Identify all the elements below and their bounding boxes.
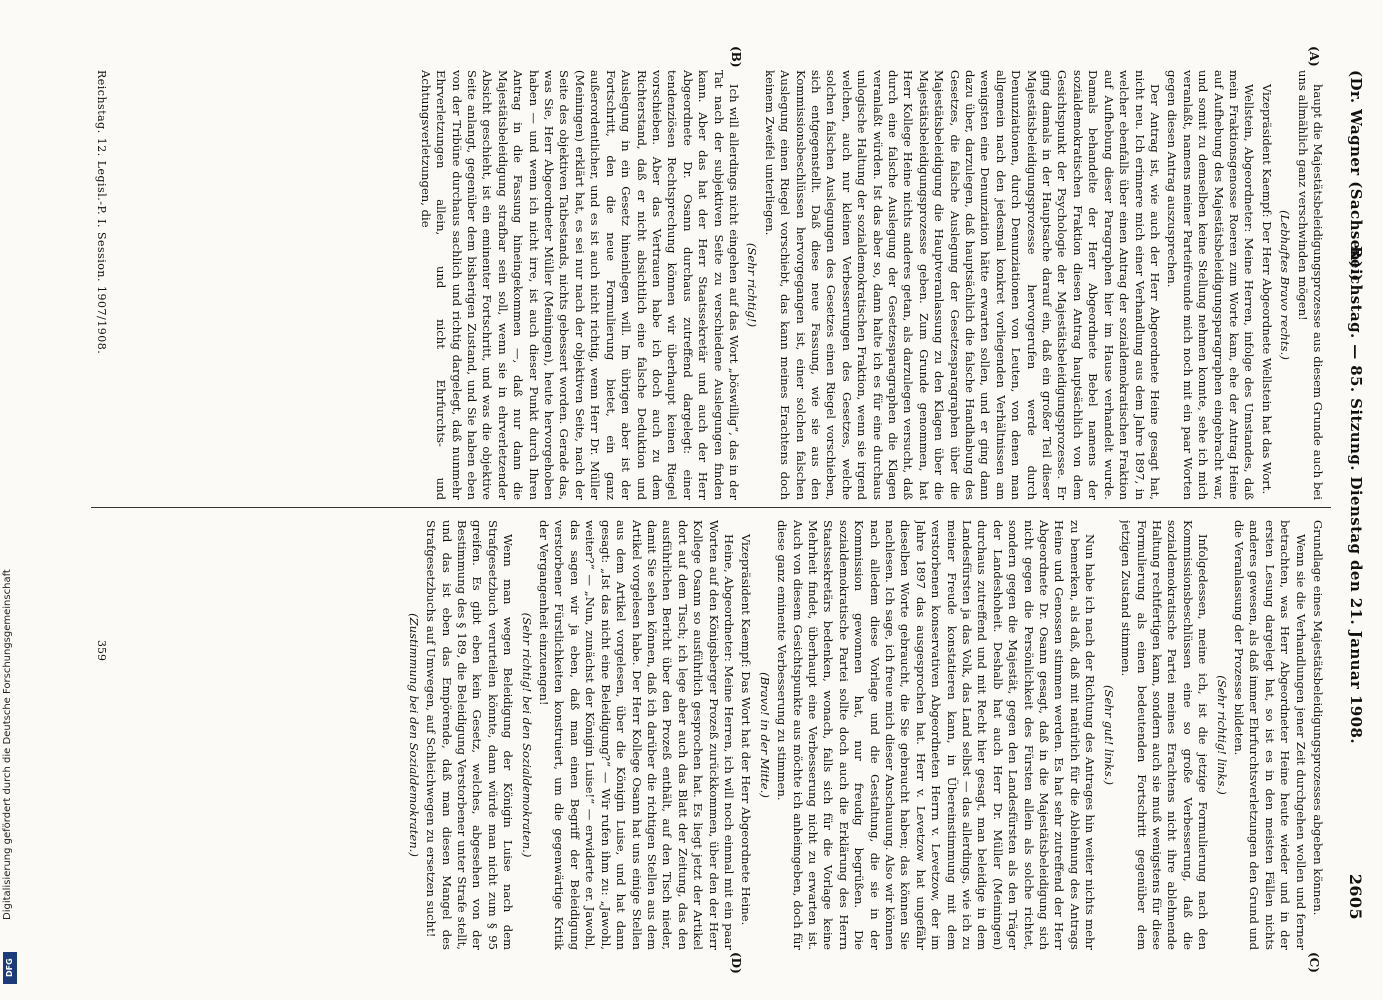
paragraph: Vizepräsident Kaempf: Der Herr Abgeordnete Wellstein hat das Wort.: [1259, 84, 1274, 495]
page-header: [1339, 70, 1365, 920]
digitization-credit: Digitalisierung gefördert durch die Deutsche Forschungsgemeinschaft: [2, 569, 13, 920]
paragraph: Nun habe ich nach der Richtung des Antrages hin weiter nichts mehr zu bemerken, als daß, daß mit natürlich für die Ablehnung des Antrags Heine und Genossen stimmen werden. Es hat sehr zutreffend der Herr Abgeordnete Dr. Osann gesagt, daß in die Majestätsbeleidigung sich nicht gegen die Persönlichkeit des Fürsten allein als solche richtet, sondern gegen die Majestät, gegen den Landesfürsten als den Träger der Landeshoheit. Deshalb hat auch Herr Dr. Müller (Meiningen) durchaus zutreffend und mit Recht hier gesagt, man beleidige in dem Landesfürsten ja das Volk, das Land selbst — das allerdings, wie ich zu meiner Freude konstatieren kann, in Übereinstimmung mit dem verstorbenen konservativen Abgeordneten Herrn v. Levetzow, der im Jahre 1897 das ausgesprochen hat. Herr v. Levetzow hat ungefähr dieselben Worte gebraucht, die Sie gebraucht haben; das können Sie nachlesen. Ich sage, ich freue mich dieser Anschauung. Also wir können nach alledem diese Vorlage und die Gestaltung, die sie in der Kommission gewonnen hat, nur freudig begrüßen. Die sozialdemokratische Partei sollte doch auch die Erklärung des Herrn Staatssekretärs bedenken, wonach, falls sich für die Vorlage keine Mehrheit findet, überhaupt eine Verbesserung nicht zu erwarten ist. Auch von diesem Gesichtspunkte aus möchte ich anheimgeben, doch für diese ganz eminente Verbesserung zu stimmen.: [775, 520, 1098, 950]
margin-mark-c: (C): [1307, 952, 1321, 973]
paragraph: Grundlage eines Majestätsbeleidigungsprozesses abgeben können.: [1311, 520, 1325, 916]
interjection: (Sehr richtig! bei den Sozialdemokraten.): [519, 612, 534, 858]
margin-mark-b: (B): [729, 46, 743, 68]
interjection: (Zustimmung bei den Sozialdemokraten.): [406, 613, 421, 857]
imprint-footer: Reichstag. 12. Legisl.-P. I. Session. 1907/1908.: [95, 70, 108, 355]
interjection: (Sehr richtig! links.): [1214, 675, 1229, 795]
paragraph: Der Antrag ist, wie auch der Herr Abgeordnete Heine gesagt hat, nicht neu. Ich erinnere mich einer Verhandlung aus dem Jahre 1897, in welcher ebenfalls über einen Antrag der sozialdemokratischen Fraktion auf Aufhebung dieser Paragraphen hier im Hause verhandelt wurde. Damals behandelte der Herr Abgeordnete Bebel namens der sozialdemokratischen Fraktion diesen Antrag hauptsächlich von dem Gesichtspunkt der Psychologie der Majestätsbeleidigungsprozesse. Er ging damals in der Hauptsache darauf ein, daß ein großer Teil dieser Majestätsbeleidigungsprozesse hervorgerufen werde durch Denunziationen, durch Denunziationen von Leuten, von denen man allgemein nach den jedesmal konkret vorliegenden Verhältnissen am wenigsten eine Denunziation hätte erwarten sollen, und er ging dann dazu über, darzulegen, daß hauptsächlich die falsche Handhabung des Gesetzes, die falsche Auslegung der Gesetzesparagraphen über die Majestätsbeleidigung die Hauptveranlassung zu den Klagen über die Majestätsbeleidigungsprozesse geben. Zum Grunde genommen, hat Herr Kollege Heine nichts anderes getan, als darzulegen versucht, daß durch eine falsche Auslegung der Gesetzesparagraphen die Klagen veranlaßt würden. Ist das aber so, dann halte ich es für eine durchaus unlogische Haltung der sozialdemokratischen Fraktion, wenn sie irgend welchen, auch nur kleinen Verbesserungen des Gesetzes, welche solchen falschen Auslegungen des Gesetzes einen Riegel vorschieben, sich entgegenstellt. Daß diese neue Fassung, wie sie aus den Kommissionsbeschlüssen hervorgegangen ist, einer solchen falschen Auslegung einen Riegel vorschiebt, das kann meines Erachtens doch keinem Zweifel unterliegen.: [762, 70, 1162, 500]
paragraph: Heine, Abgeordneter: Meine Herren, ich will noch einmal mit ein paar Worten auf den Königsberger Prozeß zurückkommen, über den der Herr Kollege Osann so ausführlich gesprochen hat. Es liegt jetzt der Artikel dort auf dem Tisch; ich lege aber auch das Blatt der Zeitung, das den ausführlichen Bericht über den Prozeß enthält, auf den Tisch nieder, damit Sie sehen können, daß ich darüber die richtigen Stellen aus dem Artikel vorgelesen habe. Der Herr Kollege Osann hat uns einige Stellen aus dem Artikel vorgelesen, über die Königin Luise, und hat dann gesagt: „Ist das nicht eine Beleidigung?“ — Wir rufen ihm zu: „Jawohl, weiter?“ — „Nun, zunächst der Königin Luise!“ — erwiderte er. Jawohl, das sagen wir ja eben, daß man einen Begriff der Beleidigung verstorbener Fürstlichkeiten konstruiert, um die gegenwärtige Kritik der Vergangenheit einzuengen!: [537, 520, 736, 950]
left-text-column: [125, 70, 1325, 500]
sheet-number: 359: [95, 640, 108, 661]
right-text-column: [125, 520, 1325, 950]
dfg-logo-box: [2, 940, 18, 996]
paragraph: Ich will allerdings nicht eingehen auf das Wort „böswillig“, das in der Tat nach der subjektiven Seite zu verschiedene Auslegungen finden kann. Aber das hat der Herr Staatssekretär und auch der Herr Abgeordnete Dr. Osann durchaus zutreffend dargelegt: einer tendenziösen Rechtsprechung können wir überhaupt keinen Riegel vorschieben. Aber das Vertrauen habe ich doch auch zu dem Richterstand, daß er nicht absichtlich eine falsche Deduktion und Auslegung in ein Gesetz hineinlegen will. Im übrigen aber ist der Fortschritt, den die neue Formulierung bietet, ein ganz außerordentlicher, und es ist auch nicht richtig, wenn Herr Dr. Müller (Meiningen) erklärt hat, es sei nur nach der objektiven Seite, nach der Seite des objektiven Tatbestands, nichts gebessert worden. Gerade das, was Sie, Herr Abgeordneter Müller (Meiningen), heute hervorgehoben haben — und wenn ich nicht irre, ist auch dieser Punkt durch Ihren Antrag in die Fassung hineingekommen —, daß nur dann die Majestätsbeleidigung strafbar sein soll, wenn sie in ehrverletzender Absicht geschieht, ist ein eminenter Fortschritt, und was die objektive Seite anlangt, gegenüber dem bisherigen Zustand, und Sie haben eben von der Tribüne durchaus sachlich und richtig dargelegt, daß nunmehr Ehrverletzungen allein, und nicht Ehrfurchts- und Achtungsverletzungen, die: [418, 70, 741, 500]
interjection: (Sehr gut! links.): [1101, 685, 1116, 785]
paragraph: Infolgedessen, meine ich, ist die jetzige Formulierung nach den Kommissionsbeschlüssen eine so große Verbesserung, daß die sozialdemokratische Partei meines Erachtens nicht ihre ablehnende Haltung rechtfertigen kann, sondern auch sie muß wenigstens für diese Formulierung als einen bedeutenden Fortschritt gegenüber dem jetzigen Zustand stimmen.: [1119, 520, 1211, 950]
interjection: (Bravo! in der Mitte.): [757, 672, 772, 798]
paragraph: Vizepräsident Kaempf: Das Wort hat der Herr Abgeordnete Heine.: [739, 534, 754, 926]
interjection: (Lebhaftes Bravo rechts.): [1278, 210, 1293, 360]
margin-mark-d: (D): [729, 952, 743, 974]
paragraph: haupt die Majestätsbeleidigungsprozesse aus diesem Grunde auch bei uns allmählich ganz verschwinden mögen!: [1295, 70, 1325, 500]
paragraph: Wenn man wegen Beleidigung der Königin Luise nach dem Strafgesetzbuch verurteilen könnte, dann würde man nicht zum § 95 greifen. Es gibt eben kein Gesetz, welches, abgesehen von der Bestimmung des § 189, die Beleidigung Verstorbener unter Strafe stellt, und das ist eben das Empörende, daß man diesen Mangel des Strafgesetzbuchs auf Umwegen, auf Schleichwegen zu ersetzen sucht!: [424, 520, 516, 950]
dfg-logo-icon: DFG: [3, 952, 17, 984]
margin-mark-a: (A): [1307, 46, 1321, 67]
interjection: (Sehr richtig!): [745, 242, 760, 328]
speaker-prefix: (Dr. Wagner (Sachsen).): [1347, 70, 1365, 282]
paragraph: Wellstein, Abgeordneter: Meine Herren, infolge des Umstandes, daß mein Fraktionsgenosse Roeren zum Worte kam, ehe der Antrag Heine auf Aufhebung des Majestätsbeleidigungsparagraphen eingebracht war, und somit zu demselben keine Stellung nehmen konnte, sehe ich mich veranlaßt, namens meiner Parteifreunde mich noch mit ein paar Worten gegen diesen Antrag auszusprechen.: [1165, 70, 1257, 500]
paragraph: Wenn sie die Verhandlungen jener Zeit durchgehen wollen und ferner betrachten, was Herr Abgeordneter Heine heute wieder und in der ersten Lesung dargelegt hat, so ist es in den meisten Fällen nichts anderes gewesen, als daß immer Ehrfurchtsverletzungen den Grund und die Veranlassung der Prozesse bildeten.: [1231, 520, 1308, 950]
running-title: Reichstag. — 85. Sitzung. Dienstag den 21. Januar 1908.: [1347, 246, 1365, 744]
page-number: 2605: [1346, 873, 1365, 920]
column-divider: [91, 507, 1331, 508]
